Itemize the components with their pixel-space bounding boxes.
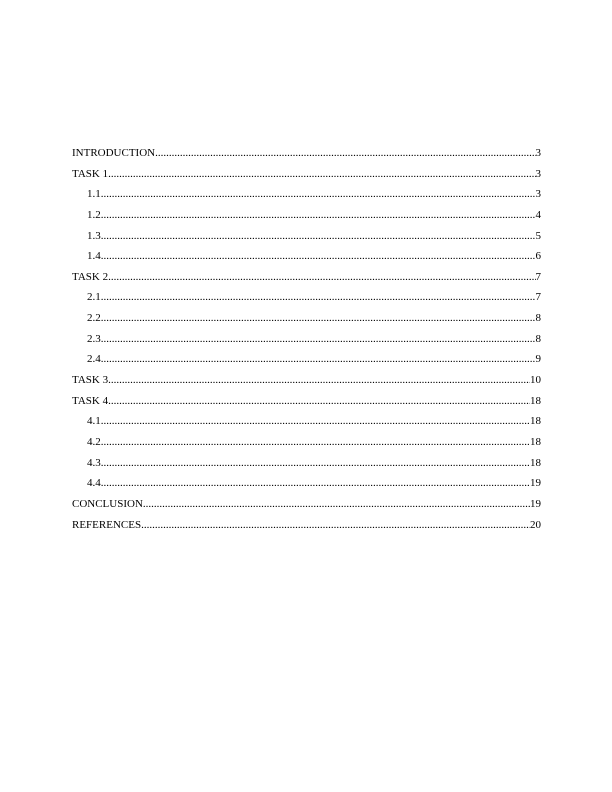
table-of-contents [72,143,541,535]
toc-entry-2-1[interactable] [72,287,541,308]
toc-entry-1-1[interactable] [72,184,541,205]
toc-entry-label: INTRODUCTION [72,147,156,159]
dot-leader [143,494,530,515]
toc-entry-label: 2.4 [87,353,101,366]
toc-entry-4-2[interactable] [72,432,541,453]
dot-leader [108,370,530,391]
toc-entry-label: REFERENCES [72,518,142,531]
toc-entry-references[interactable] [72,515,541,536]
dot-leader [155,143,535,164]
dot-leader [101,453,530,474]
dot-leader [101,432,530,453]
toc-entry-page: 6 [535,250,541,263]
toc-entry-page: 19 [530,497,541,510]
toc-entry-page: 7 [535,291,541,304]
toc-entry-label: TASK 2 [72,270,109,283]
toc-entry-page: 18 [530,435,541,448]
toc-entry-page: 18 [530,415,541,428]
toc-entry-label: TASK 1 [72,167,109,180]
toc-entry-page: 18 [530,456,541,469]
toc-entry-2-4[interactable] [72,349,541,370]
toc-entry-label: 1.4 [87,250,101,263]
toc-entry-task-2[interactable] [72,267,541,288]
dot-leader [101,184,536,205]
dot-leader [101,308,536,329]
toc-entry-page: 5 [535,229,541,242]
toc-entry-2-2[interactable] [72,308,541,329]
toc-entry-page: 3 [535,188,541,201]
toc-entry-label: 1.2 [87,208,101,221]
toc-entry-conclusion[interactable] [72,494,541,515]
toc-entry-label: CONCLUSION [72,497,143,510]
toc-entry-label: TASK 3 [72,374,109,387]
toc-entry-label: 2.3 [87,332,101,345]
toc-entry-page: 4 [535,208,541,221]
dot-leader [101,411,530,432]
toc-entry-page: 7 [535,270,541,283]
toc-entry-label: 2.2 [87,312,101,325]
toc-entry-4-1[interactable] [72,411,541,432]
toc-entry-page: 3 [535,167,541,180]
toc-entry-label: 1.3 [87,229,101,242]
toc-entry-page: 20 [530,518,541,531]
toc-entry-task-4[interactable] [72,391,541,412]
toc-entry-label: 1.1 [87,188,101,201]
toc-entry-page: 18 [530,394,541,407]
toc-entry-label: 4.1 [87,415,101,428]
dot-leader [101,287,536,308]
toc-entry-4-4[interactable] [72,473,541,494]
toc-entry-label: 4.2 [87,435,101,448]
dot-leader [101,246,536,267]
dot-leader [101,473,530,494]
toc-entry-label: TASK 4 [72,394,109,407]
toc-entry-page: 9 [535,353,541,366]
toc-entry-task-3[interactable] [72,370,541,391]
toc-entry-1-2[interactable] [72,205,541,226]
toc-entry-task-1[interactable] [72,164,541,185]
dot-leader [108,164,535,185]
toc-entry-page: 8 [535,312,541,325]
dot-leader [101,205,536,226]
toc-entry-page: 10 [530,374,541,387]
toc-entry-label: 4.4 [87,477,101,490]
dot-leader [141,515,530,536]
dot-leader [101,329,536,350]
toc-entry-label: 4.3 [87,456,101,469]
toc-entry-page: 19 [530,477,541,490]
toc-entry-page: 8 [535,332,541,345]
toc-entry-introduction[interactable] [72,143,541,164]
toc-entry-4-3[interactable] [72,453,541,474]
dot-leader [108,267,535,288]
toc-entry-2-3[interactable] [72,329,541,350]
toc-entry-1-3[interactable] [72,226,541,247]
dot-leader [108,391,530,412]
toc-entry-1-4[interactable] [72,246,541,267]
dot-leader [101,349,536,370]
toc-entry-page: 3 [535,147,541,159]
toc-entry-label: 2.1 [87,291,101,304]
dot-leader [101,226,536,247]
